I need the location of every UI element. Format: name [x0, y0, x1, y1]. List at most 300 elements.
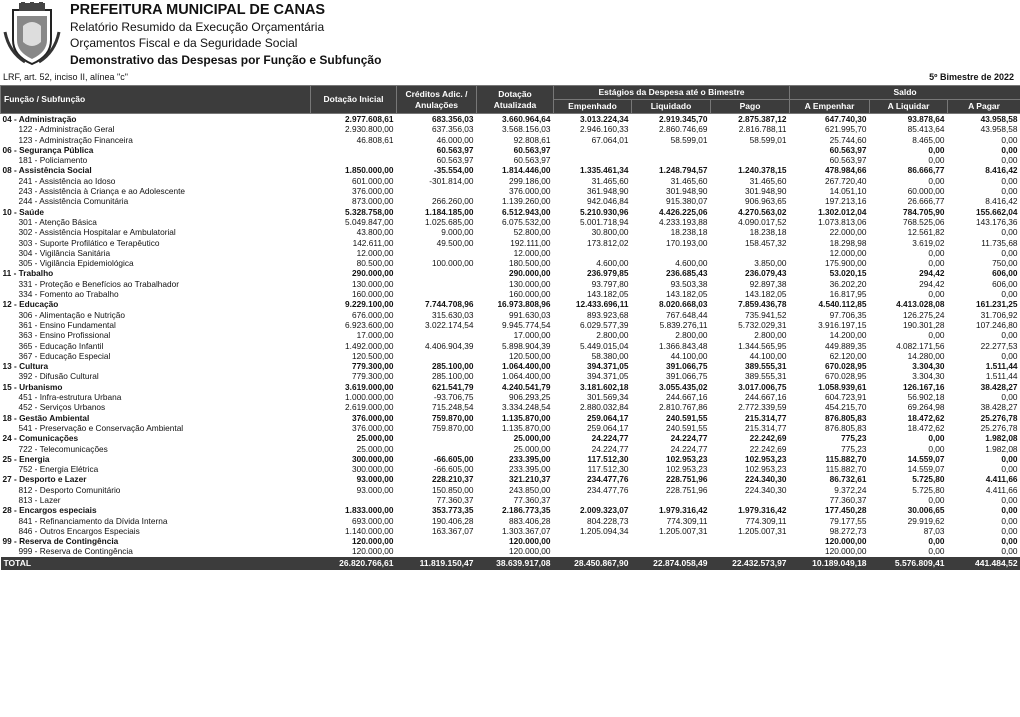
row-value: 77.360,37: [829, 494, 867, 505]
row-value: 779.300,00: [351, 361, 394, 372]
row-value: 120.000,00: [351, 536, 394, 547]
row-value: 0,00: [1001, 464, 1018, 475]
row-value: 22.242,69: [749, 443, 787, 454]
row-value: 0,00: [1001, 392, 1018, 403]
row-value: 5.210.930,96: [580, 206, 629, 217]
row-value: 215.314,77: [745, 422, 787, 433]
row-value: 6.923.600,00: [345, 319, 394, 330]
row-value: 2.186.773,35: [502, 505, 551, 516]
row-value: 394.371,05: [586, 371, 629, 382]
row-value: 0,00: [1001, 330, 1018, 341]
row-value: 107.246,80: [976, 319, 1018, 330]
row-value: [397, 186, 477, 196]
row-value: 163.367,07: [431, 525, 474, 536]
row-label: 392 - Difusão Cultural: [18, 371, 99, 382]
row-value: 115.882,70: [825, 453, 867, 464]
row-value: 60.563,97: [436, 155, 474, 166]
row-value: 784.705,90: [903, 206, 945, 217]
subfunction-row: [1, 392, 1020, 402]
row-value: 774.309,11: [745, 515, 787, 526]
row-value: 1.492.000,00: [345, 340, 394, 351]
row-value: 394.371,05: [586, 361, 629, 372]
row-value: 1.850.000,00: [345, 165, 394, 176]
subfunction-row: [1, 351, 1020, 361]
row-value: 215.314,77: [745, 412, 787, 423]
subfunction-row: [1, 546, 1020, 556]
row-value: 5.328.758,00: [345, 206, 394, 217]
row-label: 301 - Atenção Básica: [18, 216, 97, 227]
row-value: 6.029.577,39: [580, 319, 629, 330]
row-value: 177.450,28: [825, 505, 867, 516]
row-value: 1.000.000,00: [345, 392, 394, 403]
col-funcao: Função / Subfunção: [1, 86, 311, 114]
total-cell: 11.819.150,47: [397, 557, 477, 570]
row-label: 365 - Educação Infantil: [18, 340, 104, 351]
row-value: 0,00: [928, 247, 945, 258]
row-value: 93.797,80: [591, 278, 629, 289]
row-value: 285.100,00: [431, 361, 474, 372]
row-value: 5.449.015,04: [580, 340, 629, 351]
row-value: 768.525,06: [903, 216, 945, 227]
row-value: 454.215,70: [825, 402, 867, 413]
row-value: 7.859.436,78: [738, 299, 787, 310]
row-value: 52.800,00: [513, 227, 551, 238]
row-value: 942.046,84: [586, 196, 629, 207]
row-label: 452 - Serviços Urbanos: [18, 402, 106, 413]
row-value: 693.000,00: [351, 515, 394, 526]
row-value: 150.850,00: [431, 484, 474, 495]
row-value: 391.066,75: [665, 371, 708, 382]
row-value: 93.503,38: [670, 278, 708, 289]
row-value: [554, 495, 632, 505]
row-value: 100.000,00: [431, 258, 474, 269]
row-value: 102.953,23: [665, 453, 708, 464]
row-value: 1.205.007,31: [738, 525, 787, 536]
row-value: 190.301,28: [903, 319, 945, 330]
row-value: 2.930.800,00: [345, 124, 394, 135]
row-value: 9.229.100,00: [345, 299, 394, 310]
subfunction-row: [1, 289, 1020, 299]
row-value: 5.725,80: [912, 474, 945, 485]
col-a-pagar: A Pagar: [948, 100, 1020, 114]
report-header: [0, 0, 1020, 70]
row-value: 873.000,00: [351, 196, 394, 207]
row-value: 4.600,00: [675, 258, 708, 269]
row-value: 2.800,00: [675, 330, 708, 341]
row-value: [711, 546, 790, 556]
row-value: 97.706,35: [829, 309, 867, 320]
row-value: 224.340,30: [745, 474, 787, 485]
row-value: 197.213,16: [825, 196, 867, 207]
total-cell: 5.576.809,41: [870, 557, 948, 570]
subfunction-row: [1, 495, 1020, 505]
row-label: 123 - Administração Financeira: [18, 134, 133, 145]
row-value: 1.344.565,95: [738, 340, 787, 351]
row-value: 93.000,00: [356, 484, 394, 495]
row-value: 301.948,90: [665, 186, 708, 197]
row-value: 17.000,00: [356, 330, 394, 341]
row-value: 2.860.746,69: [659, 124, 708, 135]
row-value: 290.000,00: [351, 268, 394, 279]
col-a-liquidar: A Liquidar: [870, 100, 948, 114]
subfunction-row: [1, 485, 1020, 495]
function-row: [1, 454, 1020, 464]
row-value: 3.568.156,03: [502, 124, 551, 135]
row-value: [554, 155, 632, 165]
row-value: 93.000,00: [356, 474, 394, 485]
row-value: 9.945.774,54: [502, 319, 551, 330]
row-value: 155.662,04: [976, 206, 1018, 217]
subfunction-row: [1, 196, 1020, 206]
row-label: 813 - Lazer: [18, 494, 61, 505]
col-dotacao-inicial: Dotação Inicial: [311, 86, 397, 114]
row-value: 3.013.224,34: [580, 114, 629, 124]
row-label: 334 - Fomento ao Trabalho: [18, 289, 119, 300]
row-value: 353.773,35: [431, 505, 474, 516]
row-value: 4.411,66: [985, 474, 1018, 485]
row-value: 606,00: [992, 268, 1018, 279]
row-value: 0,00: [1001, 247, 1018, 258]
row-value: 14.200,00: [829, 330, 867, 341]
expenses-table: [0, 85, 1020, 570]
function-row: [1, 165, 1020, 175]
row-label: 846 - Outros Encargos Especiais: [18, 525, 140, 536]
row-value: 3.304,30: [912, 361, 945, 372]
function-row: [1, 361, 1020, 371]
row-value: -301.814,00: [429, 175, 474, 186]
row-value: 5.049.847,00: [345, 216, 394, 227]
row-value: 2.772.339,59: [738, 402, 787, 413]
row-value: 2.800,00: [754, 330, 787, 341]
row-value: 25.000,00: [356, 433, 394, 444]
subfunction-row: [1, 176, 1020, 186]
row-value: 102.953,23: [745, 464, 787, 475]
row-value: 60.563,97: [513, 155, 551, 166]
row-value: 2.977.608,61: [345, 114, 394, 124]
row-value: 115.882,70: [825, 464, 867, 475]
row-value: 0,00: [928, 175, 945, 186]
row-value: 876.805,83: [825, 412, 867, 423]
row-value: 244.667,16: [745, 392, 787, 403]
row-value: 294,42: [919, 278, 945, 289]
row-value: 1.302.012,04: [818, 206, 867, 217]
row-value: [311, 145, 397, 155]
row-value: [632, 248, 711, 258]
row-label: 363 - Ensino Profissional: [18, 330, 111, 341]
row-value: 5.898.904,39: [502, 340, 551, 351]
row-value: 102.953,23: [665, 464, 708, 475]
row-value: 621.995,70: [825, 124, 867, 135]
row-label: 361 - Ensino Fundamental: [18, 319, 116, 330]
row-value: [311, 155, 397, 165]
row-value: 2.810.767,86: [659, 402, 708, 413]
row-value: 12.000,00: [513, 247, 551, 258]
row-label: 12 - Educação: [2, 299, 59, 310]
row-value: 18.238,18: [749, 227, 787, 238]
row-value: 86.666,77: [907, 165, 945, 176]
subfunction-row: [1, 258, 1020, 268]
row-label: 305 - Vigilância Epidemiológica: [18, 258, 134, 269]
row-value: 31.465,60: [670, 175, 708, 186]
row-label: 812 - Desporto Comunitário: [18, 484, 121, 495]
total-cell: 10.189.049,18: [790, 557, 870, 570]
row-value: 883.406,28: [508, 515, 551, 526]
row-value: 0,00: [1001, 453, 1018, 464]
row-value: 0,00: [928, 536, 945, 547]
row-value: 18.238,18: [670, 227, 708, 238]
subfunction-row: [1, 135, 1020, 145]
row-value: 234.477,76: [586, 484, 629, 495]
row-value: 224.340,30: [745, 484, 787, 495]
row-value: 259.064,17: [586, 412, 629, 423]
row-label: 99 - Reserva de Contingência: [2, 536, 119, 547]
row-value: 143.176,36: [976, 216, 1018, 227]
row-value: [397, 330, 477, 340]
row-value: 601.000,00: [351, 175, 394, 186]
row-value: 22.000,00: [829, 227, 867, 238]
subfunction-row: [1, 341, 1020, 351]
row-value: 361.948,90: [586, 186, 629, 197]
row-value: 3.916.197,15: [818, 319, 867, 330]
row-value: 0,00: [1001, 227, 1018, 238]
subfunction-row: [1, 186, 1020, 196]
row-value: 236.979,85: [586, 268, 629, 279]
row-value: 2.619.000,00: [345, 402, 394, 413]
row-label: 04 - Administração: [2, 114, 77, 124]
row-value: 1.833.000,00: [345, 505, 394, 516]
total-cell: 22.432.573,97: [711, 557, 790, 570]
row-value: 8.416,42: [985, 196, 1018, 207]
row-value: 14.559,07: [907, 464, 945, 475]
row-value: [397, 444, 477, 454]
row-value: 12.000,00: [829, 247, 867, 258]
row-value: 5.001.718,94: [580, 216, 629, 227]
row-value: 5.732.029,31: [738, 319, 787, 330]
row-value: 25.276,78: [980, 412, 1018, 423]
row-value: 0,00: [928, 330, 945, 341]
row-value: 36.202,20: [829, 278, 867, 289]
row-value: 98.272,73: [829, 525, 867, 536]
row-value: [397, 268, 477, 278]
row-value: 58.380,00: [591, 350, 629, 361]
row-value: 0,00: [928, 155, 945, 166]
row-value: 7.744.708,96: [425, 299, 474, 310]
function-row: [1, 114, 1020, 125]
row-value: 321.210,37: [508, 474, 551, 485]
legal-reference: LRF, art. 52, inciso II, alínea "c": [3, 72, 128, 82]
row-value: 750,00: [992, 258, 1018, 269]
row-value: 1.135.870,00: [502, 422, 551, 433]
col-pago: Pago: [711, 100, 790, 114]
row-value: 228.751,96: [665, 484, 708, 495]
subfunction-row: [1, 526, 1020, 536]
row-value: 915.380,07: [665, 196, 708, 207]
row-value: 60.000,00: [907, 186, 945, 197]
row-label: 18 - Gestão Ambiental: [2, 412, 90, 423]
row-value: 25.000,00: [513, 433, 551, 444]
row-value: 180.500,00: [508, 258, 551, 269]
row-value: 1.814.446,00: [502, 165, 551, 176]
function-row: [1, 505, 1020, 515]
row-value: 290.000,00: [508, 268, 551, 279]
row-value: 117.512,30: [587, 464, 629, 475]
row-value: 25.744,60: [829, 134, 867, 145]
function-row: [1, 145, 1020, 155]
row-value: 0,00: [928, 443, 945, 454]
function-row: [1, 536, 1020, 546]
row-value: 0,00: [928, 258, 945, 269]
row-value: [632, 155, 711, 165]
row-value: 300.000,00: [351, 464, 394, 475]
report-subtitle-3: Demonstrativo das Despesas por Função e Subfunção: [70, 52, 382, 67]
row-value: 1.184.185,00: [425, 206, 474, 217]
municipal-coat-of-arms-icon: [3, 2, 61, 66]
row-label: 722 - Telecomunicações: [18, 443, 108, 454]
row-value: 53.020,15: [829, 268, 867, 279]
row-value: 44.100,00: [749, 350, 787, 361]
row-value: 0,00: [1001, 350, 1018, 361]
row-value: 0,00: [928, 494, 945, 505]
row-value: 4.426.225,06: [659, 206, 708, 217]
row-value: 4.090.017,52: [738, 216, 787, 227]
row-value: 0,00: [1001, 134, 1018, 145]
row-value: 1.205.007,31: [659, 525, 708, 536]
row-value: 6.075.532,00: [502, 216, 551, 227]
row-value: 0,00: [1001, 175, 1018, 186]
row-value: 236.079,43: [745, 268, 787, 279]
row-value: 670.028,95: [825, 371, 867, 382]
row-value: 4.240.541,79: [502, 381, 551, 392]
row-value: 243.850,00: [508, 484, 551, 495]
row-value: 175.900,00: [825, 258, 867, 269]
subfunction-row: [1, 248, 1020, 258]
row-value: 43.800,00: [356, 227, 394, 238]
row-value: [311, 495, 397, 505]
row-value: 3.181.602,18: [580, 381, 629, 392]
row-value: 301.569,34: [586, 392, 629, 403]
col-dotacao-atualizada: Dotação Atualizada: [477, 86, 554, 114]
row-value: 160.000,00: [351, 289, 394, 300]
row-value: 6.512.943,00: [502, 206, 551, 217]
row-label: 752 - Energia Elétrica: [18, 464, 99, 475]
row-value: 893.923,68: [586, 309, 629, 320]
row-value: 24.224,77: [591, 433, 629, 444]
row-value: 43.958,58: [980, 124, 1018, 135]
row-value: [397, 351, 477, 361]
row-value: 376.000,00: [351, 422, 394, 433]
subfunction-row: [1, 402, 1020, 412]
row-value: 906.293,25: [508, 392, 551, 403]
row-value: 2.946.160,33: [580, 124, 629, 135]
row-value: 60.563,97: [436, 144, 474, 155]
row-value: 621.541,79: [431, 381, 474, 392]
row-value: 142.611,00: [352, 237, 394, 248]
row-label: 10 - Saúde: [2, 206, 45, 217]
subfunction-row: [1, 238, 1020, 248]
row-value: 1.139.260,00: [502, 196, 551, 207]
row-value: [554, 536, 632, 546]
row-value: [554, 546, 632, 556]
row-label: 11 - Trabalho: [2, 268, 54, 279]
row-value: 12.000,00: [356, 247, 394, 258]
total-cell: 441.484,52: [948, 557, 1020, 570]
row-value: 1.511,44: [985, 361, 1018, 372]
row-value: 143.182,05: [586, 289, 629, 300]
row-value: 0,00: [1001, 155, 1018, 166]
total-cell: 26.820.766,61: [311, 557, 397, 570]
row-value: 25.000,00: [513, 443, 551, 454]
row-value: 376.000,00: [508, 186, 551, 197]
row-value: [632, 536, 711, 546]
row-value: 4.540.112,85: [818, 299, 867, 310]
total-cell: 22.874.058,49: [632, 557, 711, 570]
row-value: 0,00: [1001, 144, 1018, 155]
subfunction-row: [1, 423, 1020, 433]
subfunction-row: [1, 444, 1020, 454]
row-label: 841 - Refinanciamento da Dívida Interna: [18, 515, 168, 526]
row-label: 122 - Administração Geral: [18, 124, 115, 135]
row-value: 1.064.400,00: [502, 371, 551, 382]
row-value: 2.009.323,07: [580, 505, 629, 516]
row-value: 24.224,77: [591, 443, 629, 454]
row-value: 12.433.696,11: [575, 299, 629, 310]
row-value: 120.000,00: [508, 546, 551, 557]
row-label: 243 - Assistência à Criança e ao Adolescente: [18, 186, 186, 197]
row-value: 18.472,62: [907, 422, 945, 433]
row-value: 14.280,00: [907, 350, 945, 361]
row-value: 67.064,01: [591, 134, 629, 145]
row-value: 3.017.006,75: [738, 381, 787, 392]
row-value: 1.073.813,06: [818, 216, 867, 227]
row-value: 5.725,80: [912, 484, 945, 495]
row-value: 16.817,95: [829, 289, 867, 300]
row-value: 16.973.808,96: [497, 299, 551, 310]
row-label: 25 - Energia: [2, 453, 50, 464]
col-creditos: Créditos Adic. / Anulações: [397, 86, 477, 114]
row-value: 876.805,83: [825, 422, 867, 433]
row-value: 0,00: [1001, 494, 1018, 505]
row-value: 1.982,08: [985, 433, 1018, 444]
row-label: 304 - Vigilância Sanitária: [18, 247, 111, 258]
col-group-estagios: Estágios da Despesa até o Bimestre: [554, 86, 790, 100]
report-subtitle-2: Orçamentos Fiscal e da Seguridade Social: [70, 36, 298, 50]
row-value: 4.600,00: [596, 258, 629, 269]
function-row: [1, 207, 1020, 217]
row-value: 8.020.668,03: [659, 299, 708, 310]
row-value: 9.000,00: [441, 227, 474, 238]
row-value: 1.248.794,57: [659, 165, 708, 176]
row-value: 17.000,00: [513, 330, 551, 341]
row-value: [397, 546, 477, 556]
row-value: 759.870,00: [431, 422, 474, 433]
row-label: 27 - Desporto e Lazer: [2, 474, 87, 485]
row-value: 774.309,11: [666, 515, 708, 526]
subfunction-row: [1, 217, 1020, 227]
row-value: 0,00: [1001, 515, 1018, 526]
row-value: 0,00: [928, 289, 945, 300]
subfunction-row: [1, 279, 1020, 289]
row-value: 38.428,27: [980, 402, 1018, 413]
row-value: 606,00: [992, 278, 1018, 289]
row-value: 300.000,00: [351, 453, 394, 464]
row-label: 306 - Alimentação e Nutrição: [18, 309, 126, 320]
row-value: 31.465,60: [749, 175, 787, 186]
row-value: 2.919.345,70: [659, 114, 708, 124]
total-row: [1, 557, 1020, 570]
row-value: 126.167,16: [903, 381, 945, 392]
row-value: 4.233.193,88: [659, 216, 708, 227]
row-value: 93.878,64: [907, 114, 945, 124]
